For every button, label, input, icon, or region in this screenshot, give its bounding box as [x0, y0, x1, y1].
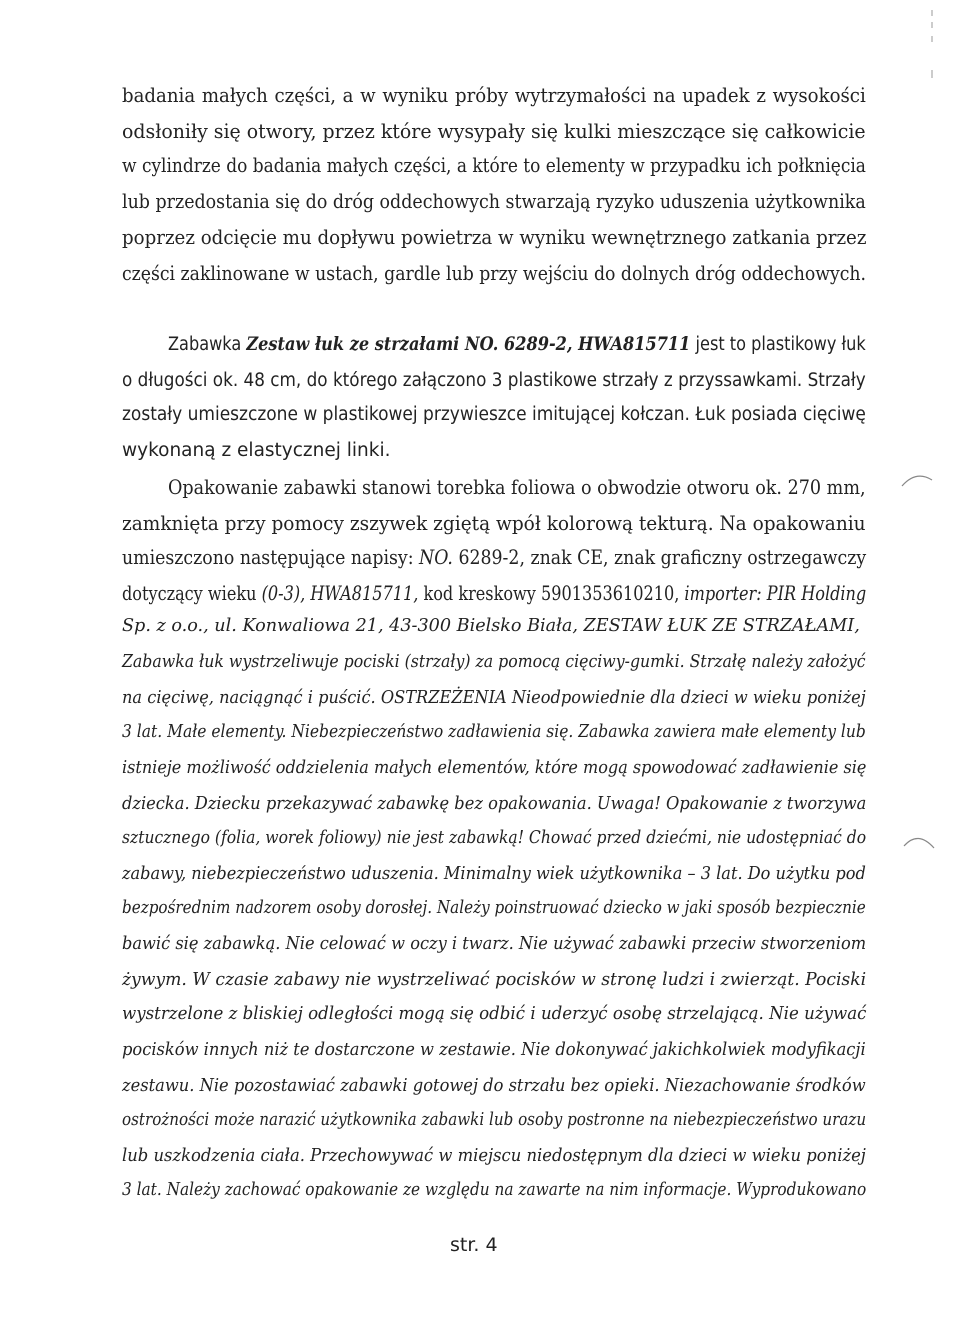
- paragraph-3-line: [122, 546, 866, 569]
- paragraph-2-line: [168, 334, 866, 355]
- product-code: NO. 6289-2, HWA815711: [459, 334, 691, 355]
- label-line: Zabawka łuk wystrzeliwuje pociski (strzały) za pomocą cięciwy-gumki. Strzałę należy założyć: [122, 652, 866, 672]
- label-line: ostrożności może narazić użytkownika zabawki lub osoby postronne na niebezpieczeństwo urazu: [122, 1110, 867, 1130]
- paragraph-1-line: części zaklinowane w ustach, gardle lub przy wejściu do dolnych dróg oddechowych.: [122, 262, 867, 285]
- paragraph-3-text: 6289-2, znak CE, znak graficzny ostrzegawczy: [452, 546, 867, 569]
- label-line: sztucznego (folia, worek foliowy) nie jest zabawką! Chować przed dziećmi, nie udostępniać do: [122, 828, 867, 848]
- paragraph-1-line: lub przedostania się do dróg oddechowych stwarzają ryzyko uduszenia użytkownika: [122, 190, 866, 213]
- punch-hole-mark-upper: [898, 468, 938, 490]
- paragraph-2-line: wykonaną z elastycznej linki.: [122, 440, 391, 461]
- paragraph-3-text: umieszczono następujące napisy:: [122, 546, 420, 569]
- paragraph-2-text: Zabawka: [168, 334, 247, 355]
- label-line: zabawy, niebezpieczeństwo uduszenia. Minimalny wiek użytkownika – 3 lat. Do użytku pod: [122, 864, 866, 884]
- label-line: dziecka. Dziecku przekazywać zabawkę bez opakowania. Uwaga! Opakowanie z tworzywa: [122, 794, 867, 814]
- paragraph-1-line: odsłoniły się otwory, przez które wysypały się kulki mieszczące się całkowicie: [122, 120, 866, 143]
- page-number: str. 4: [450, 1234, 498, 1256]
- product-name: Zestaw łuk ze strzałami: [246, 334, 460, 355]
- label-line: na cięciwę, naciągnąć i puścić. OSTRZEŻENIA Nieodpowiednie dla dzieci w wieku poniżej: [122, 688, 866, 708]
- paragraph-1-line: poprzez odcięcie mu dopływu powietrza w wyniku wewnętrznego zatkania przez: [122, 226, 867, 249]
- label-line: wystrzelone z bliskiej odległości mogą się odbić i uderzyć osobę strzelającą. Nie używać: [122, 1004, 867, 1024]
- punch-hole-mark-lower: [900, 826, 940, 852]
- paragraph-3-line: Opakowanie zabawki stanowi torebka foliowa o obwodzie otworu ok. 270 mm,: [168, 476, 866, 499]
- label-line: Sp. z o.o., ul. Konwaliowa 21, 43-300 Bielsko Biała, ZESTAW ŁUK ZE STRZAŁAMI,: [122, 616, 860, 636]
- paragraph-3-italic: NO.: [419, 546, 453, 569]
- label-line: 3 lat. Należy zachować opakowanie ze względu na zawarte na nim informacje. Wyprodukowano: [122, 1180, 867, 1200]
- label-line: bezpośrednim nadzorem osoby dorosłej. Należy poinstruować dziecko w jaki sposób bezpiecznie: [122, 898, 866, 918]
- label-line: istnieje możliwość oddzielenia małych elementów, które mogą spowodować zadławienie się: [122, 758, 867, 778]
- paragraph-3-line: [122, 582, 866, 605]
- label-line: bawić się zabawką. Nie celować w oczy i twarz. Nie używać zabawki przeciw stworzeniom: [122, 934, 867, 954]
- paragraph-3-text: kod kreskowy 5901353610210,: [418, 582, 685, 605]
- scan-mark-top-right: [928, 8, 938, 88]
- label-line: zestawu. Nie pozostawiać zabawki gotowej do strzału bez opieki. Niezachowanie środków: [122, 1076, 866, 1096]
- paragraph-2-text: jest to plastikowy łuk: [690, 334, 866, 355]
- paragraph-3-line: zamknięta przy pomocy zszywek zgiętą wpół kolorową tekturą. Na opakowaniu: [122, 512, 866, 535]
- paragraph-3-italic: importer: PIR Holding: [684, 582, 867, 605]
- label-line: żywym. W czasie zabawy nie wystrzeliwać pocisków w stronę ludzi i zwierząt. Pociski: [122, 970, 867, 990]
- label-line: 3 lat. Małe elementy. Niebezpieczeństwo zadławienia się. Zabawka zawiera małe elementy lub: [122, 722, 866, 742]
- label-line: pocisków innych niż te dostarczone w zestawie. Nie dokonywać jakichkolwiek modyfikacji: [122, 1040, 866, 1060]
- paragraph-3-italic: (0-3), HWA815711,: [261, 582, 419, 605]
- paragraph-1-line: w cylindrze do badania małych części, a które to elementy w przypadku ich połknięcia: [122, 154, 866, 177]
- paragraph-2-line: o długości ok. 48 cm, do którego załączono 3 plastikowe strzały z przyssawkami. Strzały: [122, 370, 866, 391]
- label-line: lub uszkodzenia ciała. Przechowywać w miejscu niedostępnym dla dzieci w wieku poniżej: [122, 1146, 866, 1166]
- paragraph-2-line: zostały umieszczone w plastikowej przywieszce imitującej kołczan. Łuk posiada cięciwę: [122, 404, 866, 425]
- paragraph-1-line: badania małych części, a w wyniku próby wytrzymałości na upadek z wysokości: [122, 84, 866, 107]
- paragraph-3-text: dotyczący wieku: [122, 582, 262, 605]
